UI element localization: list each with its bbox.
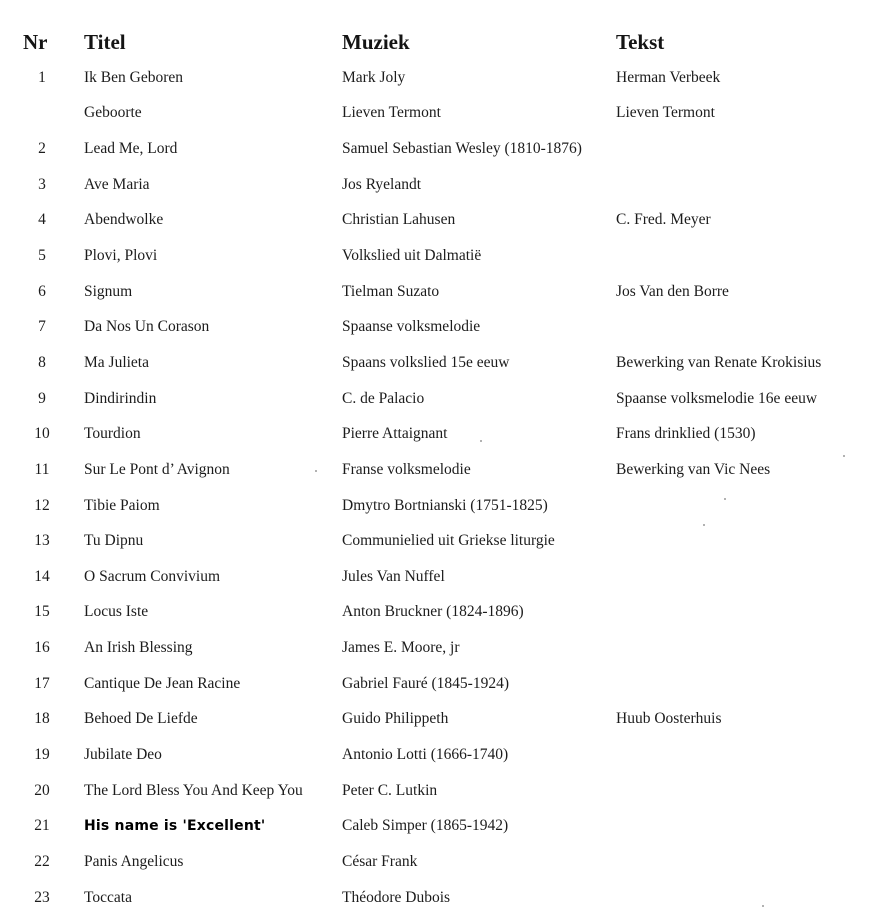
row-music: Gabriel Fauré (1845-1924) bbox=[342, 674, 510, 692]
table-row bbox=[0, 666, 860, 702]
row-number: 19 bbox=[34, 745, 50, 763]
row-lyrics bbox=[616, 666, 860, 702]
header-row bbox=[0, 24, 860, 60]
row-number: 9 bbox=[38, 389, 46, 407]
row-title: Abendwolke bbox=[84, 211, 164, 229]
row-music: Christian Lahusen bbox=[342, 211, 456, 229]
row-number: 18 bbox=[34, 710, 50, 728]
row-number: 7 bbox=[38, 318, 46, 336]
table-row bbox=[0, 452, 860, 488]
row-lyrics bbox=[616, 167, 860, 203]
row-lyrics bbox=[616, 630, 860, 666]
table-row bbox=[0, 345, 860, 381]
row-number: 3 bbox=[38, 175, 46, 193]
row-title: Cantique De Jean Racine bbox=[84, 674, 241, 692]
row-lyrics bbox=[616, 559, 860, 595]
table-row bbox=[0, 737, 860, 773]
scan-speck bbox=[843, 455, 845, 457]
row-lyrics bbox=[616, 737, 860, 773]
row-number: 16 bbox=[34, 639, 50, 657]
row-lyrics: Huub Oosterhuis bbox=[616, 710, 722, 728]
row-title: Geboorte bbox=[84, 104, 142, 122]
row-number: 8 bbox=[38, 353, 46, 371]
table-row bbox=[0, 808, 860, 844]
row-title: O Sacrum Convivium bbox=[84, 567, 221, 585]
row-lyrics: Frans drinklied (1530) bbox=[616, 425, 756, 443]
table-row bbox=[0, 309, 860, 345]
row-music: Volkslied uit Dalmatië bbox=[342, 247, 482, 265]
table-row bbox=[0, 844, 860, 880]
table-row bbox=[0, 238, 860, 274]
row-music: Spaans volkslied 15e eeuw bbox=[342, 353, 510, 371]
row-title: Lead Me, Lord bbox=[84, 140, 178, 158]
row-number: 1 bbox=[38, 68, 46, 86]
row-music: Samuel Sebastian Wesley (1810-1876) bbox=[342, 140, 582, 158]
row-title: Da Nos Un Corason bbox=[84, 318, 210, 336]
row-music: Jos Ryelandt bbox=[342, 175, 422, 193]
row-music: Caleb Simper (1865-1942) bbox=[342, 817, 509, 835]
table-row bbox=[0, 773, 860, 809]
row-music: James E. Moore, jr bbox=[342, 639, 460, 657]
stamped-title-part2: 'Excellent' bbox=[182, 818, 266, 835]
row-lyrics: Jos Van den Borre bbox=[616, 282, 729, 300]
row-title: Sur Le Pont d’ Avignon bbox=[84, 460, 230, 478]
row-music: Communielied uit Griekse liturgie bbox=[342, 532, 555, 550]
row-title: Ma Julieta bbox=[84, 353, 149, 371]
row-lyrics bbox=[616, 808, 860, 844]
row-title: Panis Angelicus bbox=[84, 852, 184, 870]
row-lyrics bbox=[616, 880, 860, 916]
row-title: Signum bbox=[84, 282, 133, 300]
row-music: Lieven Termont bbox=[342, 104, 441, 122]
row-title: Ave Maria bbox=[84, 175, 150, 193]
row-lyrics bbox=[616, 238, 860, 274]
scan-speck bbox=[762, 905, 764, 907]
row-title: Locus Iste bbox=[84, 603, 149, 621]
row-number: 12 bbox=[34, 496, 50, 514]
header-muziek: Muziek bbox=[342, 29, 410, 54]
row-music: Anton Bruckner (1824-1896) bbox=[342, 603, 524, 621]
header-tekst: Tekst bbox=[616, 29, 665, 54]
row-title: The Lord Bless You And Keep You bbox=[84, 781, 303, 799]
row-lyrics bbox=[616, 844, 860, 880]
table-row bbox=[0, 702, 860, 738]
table-row bbox=[0, 595, 860, 631]
row-title: Tibie Paiom bbox=[84, 496, 160, 514]
row-music: Spaanse volksmelodie bbox=[342, 318, 481, 336]
row-music: Guido Philippeth bbox=[342, 710, 449, 728]
scan-speck bbox=[480, 440, 482, 442]
row-number: 6 bbox=[38, 282, 46, 300]
table-row bbox=[0, 131, 860, 167]
table-row bbox=[0, 630, 860, 666]
row-number: 20 bbox=[34, 781, 50, 799]
row-title: Behoed De Liefde bbox=[84, 710, 198, 728]
row-lyrics: Bewerking van Vic Nees bbox=[616, 460, 771, 478]
row-number: 17 bbox=[34, 674, 50, 692]
row-music: Peter C. Lutkin bbox=[342, 781, 438, 799]
row-title: Ik Ben Geboren bbox=[84, 68, 183, 86]
row-number: 13 bbox=[34, 532, 50, 550]
row-title-stamped bbox=[84, 808, 342, 844]
row-number: 4 bbox=[38, 211, 46, 229]
row-lyrics bbox=[616, 488, 860, 524]
row-music: Franse volksmelodie bbox=[342, 460, 471, 478]
row-music: Antonio Lotti (1666-1740) bbox=[342, 745, 509, 763]
table-row bbox=[0, 523, 860, 559]
row-number: 14 bbox=[34, 567, 50, 585]
row-music: Dmytro Bortnianski (1751-1825) bbox=[342, 496, 548, 514]
table-row bbox=[0, 880, 860, 916]
row-number: 21 bbox=[34, 817, 50, 835]
row-title: Plovi, Plovi bbox=[84, 247, 158, 265]
table-row bbox=[0, 167, 860, 203]
row-music: Théodore Dubois bbox=[342, 888, 451, 906]
scan-speck bbox=[703, 524, 705, 526]
row-number: 2 bbox=[38, 140, 46, 158]
table-row bbox=[0, 203, 860, 239]
row-music: César Frank bbox=[342, 852, 418, 870]
header-titel: Titel bbox=[84, 29, 126, 54]
table-row bbox=[0, 488, 860, 524]
scan-speck bbox=[315, 470, 317, 472]
row-number: 23 bbox=[34, 888, 50, 906]
row-music: Jules Van Nuffel bbox=[342, 567, 445, 585]
row-number: 22 bbox=[34, 852, 50, 870]
table-row bbox=[0, 559, 860, 595]
row-lyrics: Bewerking van Renate Krokisius bbox=[616, 353, 822, 371]
header-nr: Nr bbox=[23, 29, 48, 54]
row-lyrics bbox=[616, 773, 860, 809]
row-music: Tielman Suzato bbox=[342, 282, 440, 300]
row-music: Mark Joly bbox=[342, 68, 406, 86]
stamped-title-part1: His name is bbox=[84, 818, 183, 835]
row-title: Dindirindin bbox=[84, 389, 157, 407]
row-lyrics: Herman Verbeek bbox=[616, 68, 721, 86]
row-number: 11 bbox=[34, 460, 50, 478]
scan-speck bbox=[724, 498, 726, 500]
row-title: Tu Dipnu bbox=[84, 532, 144, 550]
row-number: 10 bbox=[34, 425, 50, 443]
row-lyrics bbox=[616, 595, 860, 631]
row-title: Toccata bbox=[84, 888, 132, 906]
row-lyrics: C. Fred. Meyer bbox=[616, 211, 711, 229]
row-lyrics: Lieven Termont bbox=[616, 104, 715, 122]
row-title: Tourdion bbox=[84, 425, 141, 443]
table-row bbox=[0, 60, 860, 96]
table-row bbox=[0, 416, 860, 452]
row-lyrics bbox=[616, 131, 860, 167]
row-number: 15 bbox=[34, 603, 50, 621]
row-lyrics bbox=[616, 523, 860, 559]
table-row bbox=[0, 381, 860, 417]
row-music: Pierre Attaignant bbox=[342, 425, 448, 443]
table-row bbox=[0, 96, 860, 132]
program-table bbox=[0, 24, 860, 915]
table-row bbox=[0, 274, 860, 310]
row-lyrics: Spaanse volksmelodie 16e eeuw bbox=[616, 389, 818, 407]
row-title: An Irish Blessing bbox=[84, 639, 193, 657]
row-title: Jubilate Deo bbox=[84, 745, 162, 763]
row-music: C. de Palacio bbox=[342, 389, 425, 407]
row-lyrics bbox=[616, 309, 860, 345]
row-number: 5 bbox=[38, 247, 46, 265]
